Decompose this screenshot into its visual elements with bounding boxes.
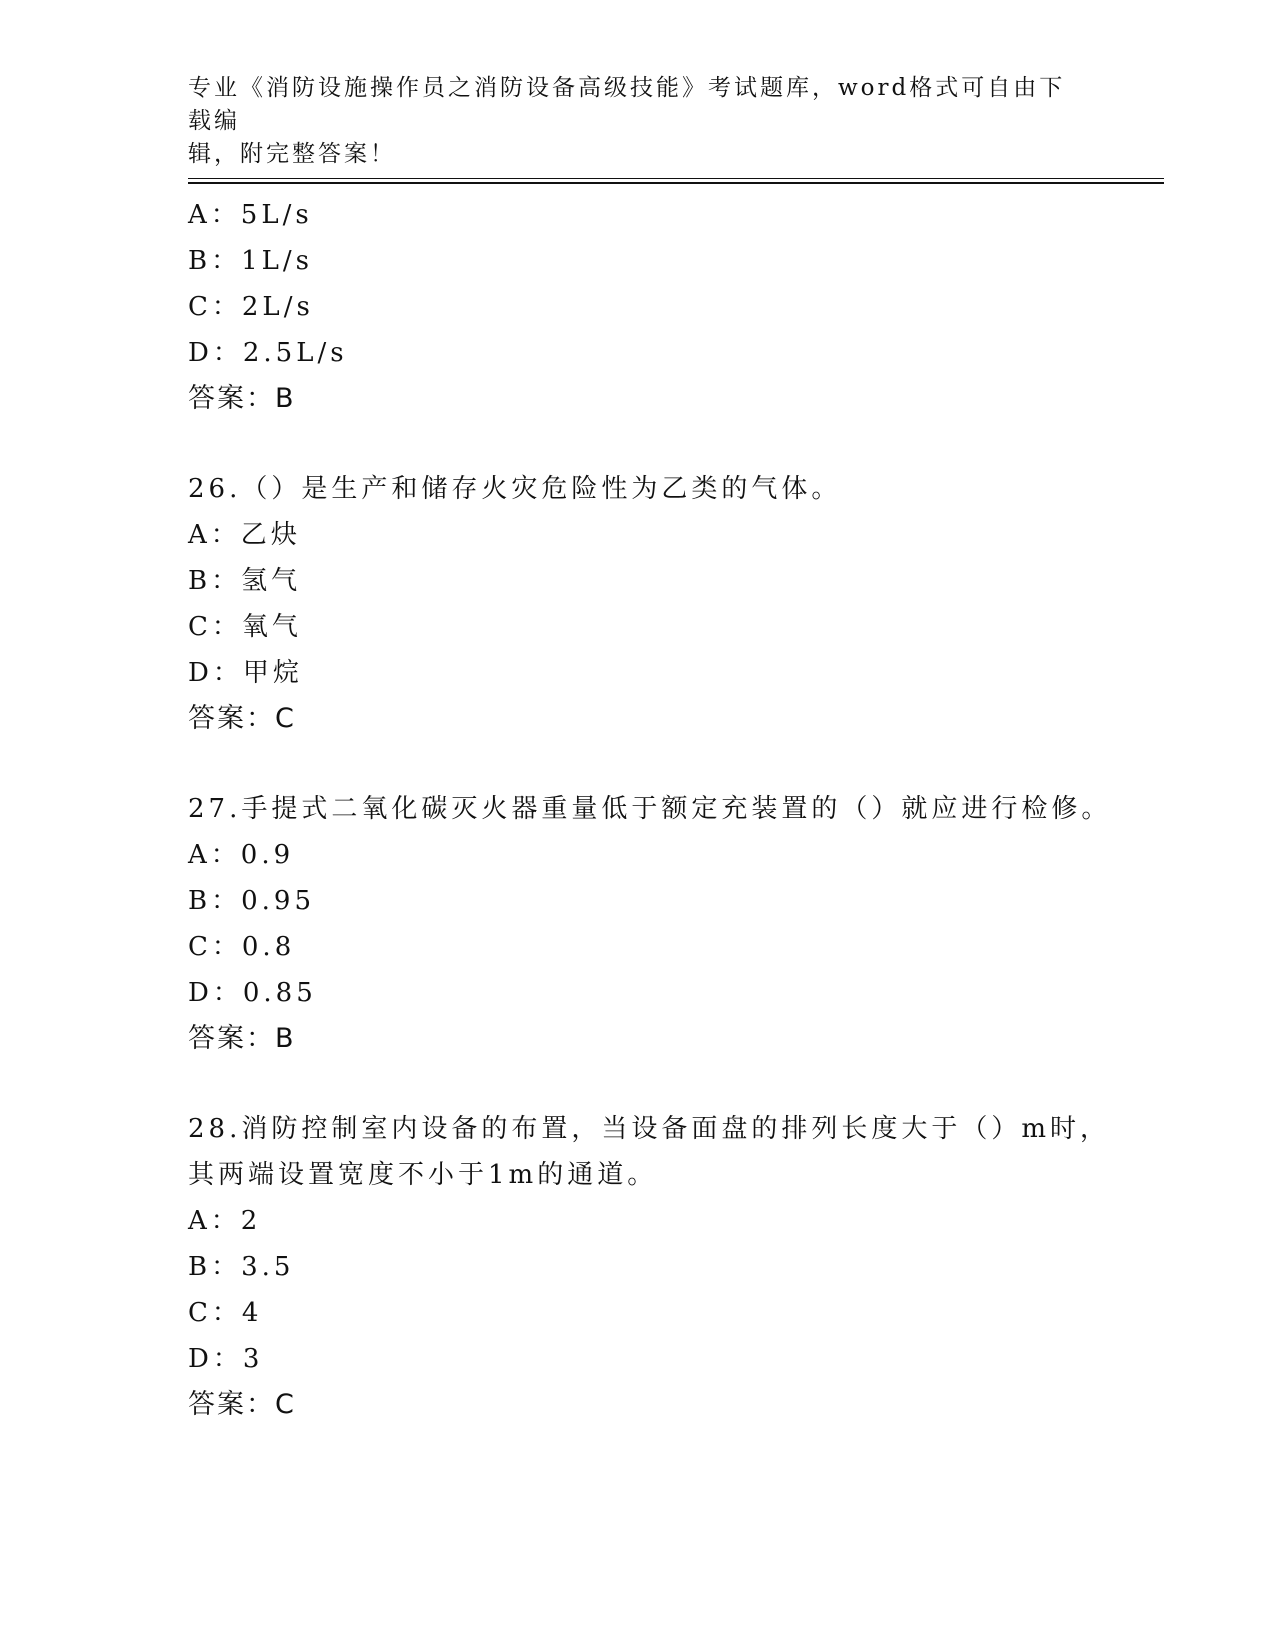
option-c: C：氧气 — [188, 612, 302, 642]
question-block-continued — [188, 192, 1164, 422]
answer-line: 答案：B — [188, 383, 296, 414]
question-spacer — [188, 1062, 1164, 1106]
option-c: C：0.8 — [188, 932, 296, 962]
option-b: B：1L/s — [188, 246, 314, 276]
option-b: B：3.5 — [188, 1252, 295, 1282]
option-a: A：乙炔 — [188, 520, 301, 550]
question-block — [188, 1106, 1164, 1428]
option-d: D：2.5L/s — [188, 338, 348, 368]
option-c: C：4 — [188, 1298, 263, 1328]
question-stem-line-2: 其两端设置宽度不小于1m的通道。 — [188, 1160, 658, 1190]
header-line-2: 辑，附完整答案！ — [188, 141, 396, 167]
question-list — [188, 192, 1164, 1428]
question-block — [188, 786, 1164, 1062]
option-d: D：甲烷 — [188, 658, 303, 688]
header-divider-bottom — [188, 182, 1164, 184]
option-d: D：3 — [188, 1344, 264, 1374]
header-divider-top — [188, 178, 1164, 179]
option-c: C：2L/s — [188, 292, 314, 322]
question-stem-line-1: 28.消防控制室内设备的布置，当设备面盘的排列长度大于（）m时， — [188, 1114, 1111, 1144]
option-d: D：0.85 — [188, 978, 317, 1008]
question-stem: 27.手提式二氧化碳灭火器重量低于额定充装置的（）就应进行检修。 — [188, 794, 1112, 824]
answer-line: 答案：C — [188, 703, 296, 734]
option-a: A：5L/s — [188, 200, 313, 230]
option-a: A：0.9 — [188, 840, 295, 870]
option-b: B：氢气 — [188, 566, 302, 596]
document-header — [188, 72, 1088, 171]
answer-line: 答案：B — [188, 1023, 296, 1054]
header-line-1: 专业《消防设施操作员之消防设备高级技能》考试题库，word格式可自由下载编 — [188, 75, 1066, 134]
question-stem: 26.（）是生产和储存火灾危险性为乙类的气体。 — [188, 474, 842, 504]
answer-line: 答案：C — [188, 1389, 296, 1420]
question-block — [188, 466, 1164, 742]
option-a: A：2 — [188, 1206, 262, 1236]
option-b: B：0.95 — [188, 886, 315, 916]
question-spacer — [188, 742, 1164, 786]
question-spacer — [188, 422, 1164, 466]
